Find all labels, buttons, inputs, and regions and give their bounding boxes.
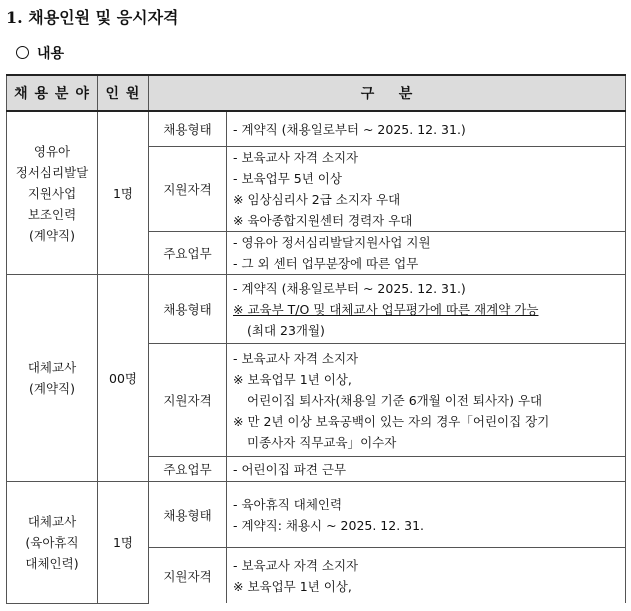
row-label: 채용형태: [149, 111, 227, 147]
row-label: 주요업무: [149, 232, 227, 275]
detail-line: ※ 만 2년 이상 보육공백이 있는 자의 경우「어린이집 장기: [233, 413, 550, 429]
content-subheading: [16, 43, 64, 63]
row-label: 지원자격: [149, 548, 227, 604]
field-line: 정서심리발달: [15, 164, 89, 180]
detail-line: - 영유아 정서심리발달지원사업 지원: [233, 235, 431, 250]
detail-line: - 육아휴직 대체인력: [233, 496, 343, 512]
count-cell: 1명: [98, 482, 149, 604]
count-cell: 00명: [98, 275, 149, 482]
detail-line: ※ 육아종합지원센터 경력자 우대: [233, 213, 413, 228]
detail-line: 미종사자 직무교육」이수자: [247, 434, 397, 450]
detail-line: ※ 보육업무 1년 이상,: [233, 371, 352, 387]
detail-line: ※ 보육업무 1년 이상,: [233, 578, 352, 594]
field-cell: [7, 111, 98, 275]
detail-line: - 보육업무 5년 이상: [233, 171, 342, 186]
header-count: 인 원: [98, 75, 149, 111]
field-line: (계약직): [29, 381, 75, 396]
row-detail: [227, 482, 626, 548]
row-detail: [227, 548, 626, 604]
row-label: 지원자격: [149, 344, 227, 457]
detail-line: - 계약직: 채용시 ~ 2025. 12. 31.: [233, 517, 425, 533]
table-row: [7, 482, 626, 548]
table-header-row: [7, 75, 626, 111]
table-row: [7, 111, 626, 147]
field-line: 보조인력: [27, 206, 77, 222]
header-category: 구 분: [149, 75, 626, 111]
field-line: (계약직): [29, 227, 75, 243]
detail-line: - 계약직 (채용일로부터 ~ 2025. 12. 31.): [233, 121, 466, 137]
detail-line: ※ 교육부 T/O 및 대체교사 업무평가에 따른 재계약 가능: [233, 301, 539, 317]
field-line: 영유아: [33, 143, 71, 159]
row-detail: [227, 111, 626, 147]
header-field: 채 용 분 야: [7, 75, 98, 111]
detail-line: ※ 임상심리사 2급 소지자 우대: [233, 192, 401, 207]
row-detail: [227, 232, 626, 275]
field-line: (육아휴직: [25, 534, 79, 550]
row-label: 지원자격: [149, 147, 227, 232]
count-cell: 1명: [98, 111, 149, 275]
detail-line: - 보육교사 자격 소지자: [233, 150, 359, 165]
detail-line: - 보육교사 자격 소지자: [233, 557, 359, 573]
field-line: 지원사업: [27, 185, 77, 201]
field-line: 대체인력): [25, 555, 79, 571]
table-row: [7, 275, 626, 344]
circle-bullet-icon: [16, 46, 29, 59]
detail-line: - 보육교사 자격 소지자: [233, 350, 359, 366]
row-detail: [227, 275, 626, 344]
row-detail: [227, 457, 626, 482]
row-label: 채용형태: [149, 275, 227, 344]
section-heading: 1. 채용인원 및 응시자격: [6, 8, 179, 27]
subheading-text: 내용: [37, 46, 65, 62]
detail-line: (최대 23개월): [247, 322, 325, 338]
detail-line: - 어린이집 파견 근무: [233, 461, 347, 477]
field-cell: [7, 275, 98, 482]
detail-line: 어린이집 퇴사자(채용일 기준 6개월 이전 퇴사자) 우대: [247, 392, 543, 408]
row-label: 주요업무: [149, 457, 227, 482]
field-cell: [7, 482, 98, 604]
recruitment-table: [6, 74, 626, 604]
field-line: 대체교사: [27, 513, 77, 529]
row-detail: [227, 344, 626, 457]
row-label: 채용형태: [149, 482, 227, 548]
row-detail: [227, 147, 626, 232]
field-line: 대체교사: [27, 360, 77, 375]
detail-line: - 계약직 (채용일로부터 ~ 2025. 12. 31.): [233, 280, 466, 296]
detail-line: - 그 외 센터 업무분장에 따른 업무: [233, 256, 419, 271]
